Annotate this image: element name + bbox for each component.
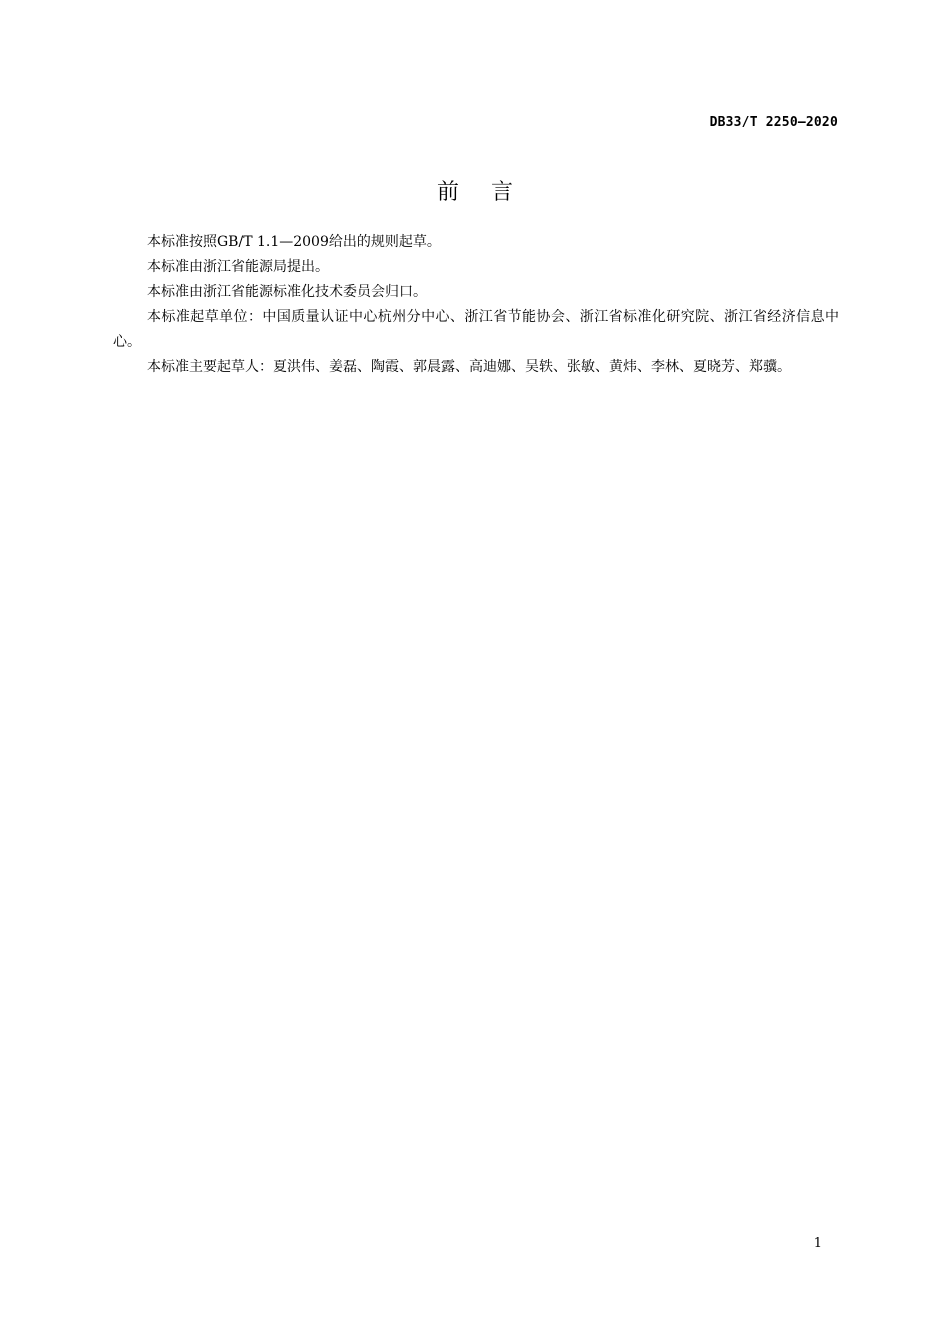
paragraph-drafters: 本标准主要起草人：夏洪伟、姜磊、陶霞、郭晨露、高迪娜、吴轶、张敏、黄炜、李林、夏晓芳、郑骥。 — [147, 359, 791, 375]
page-title — [0, 175, 950, 206]
foreword-body — [113, 230, 839, 380]
page-number: 1 — [813, 1236, 822, 1251]
document-code: DB33/T 2250—2020 — [709, 115, 838, 130]
paragraph-drafting-units: 本标准起草单位：中国质量认证中心杭州分中心、浙江省节能协会、浙江省标准化研究院、浙江省经济信息中心。 — [113, 309, 839, 350]
paragraph-committee: 本标准由浙江省能源标准化技术委员会归口。 — [147, 284, 427, 300]
page-title-char-2: 言 — [491, 180, 514, 205]
paragraph-drafting-rules: 本标准按照GB/T 1.1—2009给出的规则起草。 — [147, 234, 441, 250]
paragraph-proposer: 本标准由浙江省能源局提出。 — [147, 259, 329, 275]
page-title-char-1: 前 — [436, 180, 459, 205]
